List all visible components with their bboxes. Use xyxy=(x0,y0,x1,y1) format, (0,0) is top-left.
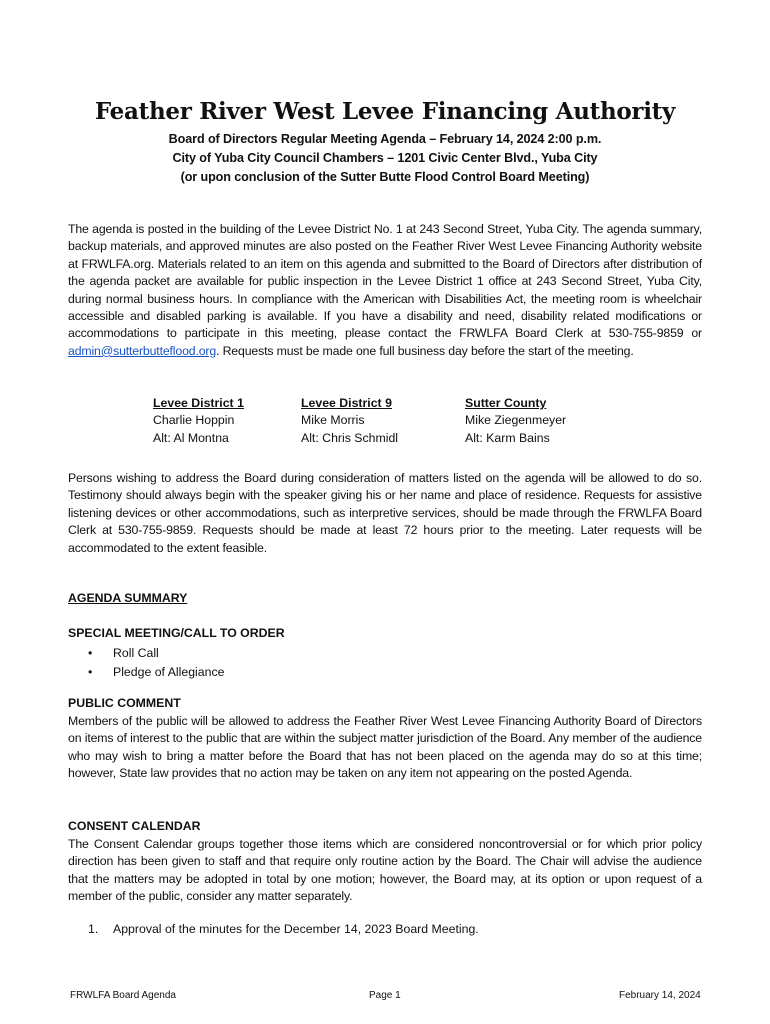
meeting-subtitle: Board of Directors Regular Meeting Agenda – February 14, 2024 2:00 p.m. xyxy=(168,132,602,146)
list-item: • Roll Call xyxy=(68,644,224,663)
column-header: Levee District 9 xyxy=(301,396,392,410)
consent-calendar-heading: CONSENT CALENDAR xyxy=(68,819,201,833)
alternate-name: Alt: Karm Bains xyxy=(465,430,550,445)
meeting-location: City of Yuba City Council Chambers – 1201 Civic Center Blvd., Yuba City xyxy=(172,151,598,165)
members-column-ld9 xyxy=(301,395,398,447)
footer-date: February 14, 2024 xyxy=(619,990,701,1001)
intro-paragraph xyxy=(68,221,702,360)
footer-left: FRWLFA Board Agenda xyxy=(70,990,176,1001)
alternate-name: Alt: Chris Schmidl xyxy=(301,430,399,445)
meeting-note: (or upon conclusion of the Sutter Butte Flood Control Board Meeting) xyxy=(180,170,590,184)
special-meeting-list xyxy=(68,644,224,681)
members-column-ld1 xyxy=(153,395,244,447)
public-comment-paragraph: Members of the public will be allowed to address the Feather River West Levee Financing Authority Board of Directors on items of interest to the public that are within the subject matter jurisdiction of the Board. Any member of the audience who may wish to bring a matter before the Board that has not been placed on the agenda may do so at this time; however, State law provides that no action may be taken on any item not appearing on the posted Agenda. xyxy=(68,714,702,781)
column-header: Sutter County xyxy=(465,396,547,410)
alternate-name: Alt: Al Montna xyxy=(153,430,229,445)
consent-calendar-paragraph: The Consent Calendar groups together those items which are considered noncontroversial or for which prior policy direction has been given to staff and that require only routine action by the Board. The Chair will advise the audience that the matters may be adopted in total by one motion; however, the Board may, at its option or upon request of a member of the public, consider any matter separately. xyxy=(68,837,702,904)
document-title: Feather River West Levee Financing Authority xyxy=(94,98,676,125)
special-meeting-heading: SPECIAL MEETING/CALL TO ORDER xyxy=(68,626,285,640)
members-column-sutter xyxy=(465,395,566,447)
public-comment-heading: PUBLIC COMMENT xyxy=(68,696,181,710)
member-name: Charlie Hoppin xyxy=(153,413,235,428)
consent-item xyxy=(68,922,479,936)
agenda-summary-heading: AGENDA SUMMARY xyxy=(68,591,188,605)
column-header: Levee District 1 xyxy=(153,396,244,410)
item-text: Approval of the minutes for the December 14, 2023 Board Meeting. xyxy=(113,922,479,936)
intro-text-end: . Requests must be made one full business day before the start of the meeting. xyxy=(216,343,634,358)
member-name: Mike Morris xyxy=(301,413,365,428)
intro-text: The agenda is posted in the building of the Levee District No. 1 at 243 Second Street, Yuba City. The agenda summary, backup materials, and approved minutes are also posted on the Feather River West Levee Financing Authority website at FRWLFA.org. Materials related to an item on this agenda and submitted to the Board of Directors after distribution of the agenda packet are available for public inspection in the Levee District 1 office at 243 Second Street, Yuba City, during normal business hours. In compliance with the American with Disabilities Act, the meeting room is wheelchair accessible and disabled parking is available. If you have a disability and need, disability related modifications or accommodations to participate in this meeting, please contact the FRWLFA Board Clerk at 530-755-9859 or xyxy=(68,222,702,341)
member-name: Mike Ziegenmeyer xyxy=(465,413,567,428)
email-link[interactable]: admin@sutterbutteflood.org xyxy=(68,343,217,358)
footer-page-number: Page 1 xyxy=(369,990,401,1001)
public-notice-paragraph: Persons wishing to address the Board during consideration of matters listed on the agenda will be allowed to do so. Testimony should always begin with the speaker giving his or her name and place of residence. Requests for assistive listening devices or other accommodations, such as interpretive services, should be made through the FRWLFA Board Clerk at 530-755-9859. Requests should be made at least 72 hours prior to the meeting. Later requests will be accommodated to the extent feasible. xyxy=(68,471,702,555)
item-number: 1. xyxy=(88,922,99,936)
list-item: • Pledge of Allegiance xyxy=(68,663,224,682)
